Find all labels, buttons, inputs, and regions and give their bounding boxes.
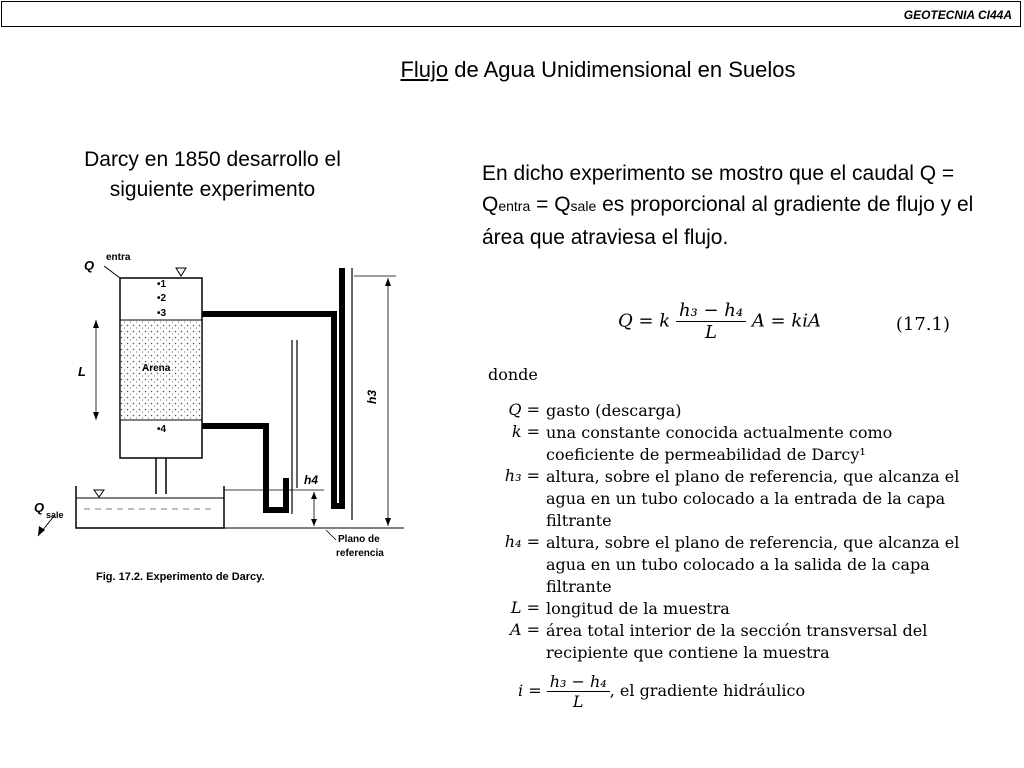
- inflow-arrow: [104, 266, 120, 278]
- outlet-pipe: [156, 458, 166, 494]
- para-part-3: es proporcional al gradiente de flujo y el área que atraviesa el flujo.: [482, 193, 974, 249]
- def-symbol: Q =: [508, 400, 540, 419]
- arena-label: Arena: [142, 363, 171, 374]
- def-text: altura, sobre el plano de referencia, que alcanza el agua en un tubo colocado a la salida de la capa filtrante: [546, 533, 960, 596]
- arrow-head-icon: [93, 320, 99, 328]
- arrow-head-icon: [311, 492, 317, 499]
- intro-text: [40, 145, 385, 205]
- explanation-paragraph: [482, 158, 1002, 253]
- h4-label: h4: [304, 473, 319, 487]
- gradient-lhs: i =: [518, 681, 542, 700]
- gradient-fraction: [547, 672, 610, 711]
- point-3-label: •3: [157, 308, 167, 319]
- arrow-head-icon: [311, 519, 317, 526]
- q-out-label: Q: [34, 500, 45, 515]
- def-symbol: h₄ =: [504, 532, 540, 551]
- arrow-head-icon: [93, 412, 99, 420]
- arrow-head-icon: [385, 518, 391, 526]
- gradient-numerator: h₃ − h₄: [547, 672, 610, 692]
- title-underlined-word: Flujo: [400, 57, 449, 82]
- gradient-text: , el gradiente hidráulico: [609, 681, 806, 700]
- def-item-h4: [488, 532, 968, 598]
- darcy-equation: [618, 300, 958, 356]
- eq-rhs: A = kiA: [751, 310, 822, 332]
- course-code: GEOTECNIA CI44A: [903, 8, 1012, 22]
- darcy-apparatus-diagram: [24, 228, 404, 590]
- outlet-tank: [76, 486, 224, 528]
- def-text: área total interior de la sección transversal del recipiente que contiene la muestra: [546, 621, 928, 662]
- intro-line-1: Darcy en 1850 desarrollo el: [84, 148, 341, 171]
- def-item-h3: [488, 466, 968, 532]
- referencia-label: referencia: [336, 548, 384, 559]
- def-text: una constante conocida actualmente como coeficiente de permeabilidad de Darcy¹: [546, 423, 893, 464]
- entra-label: entra: [106, 252, 131, 263]
- definitions-list: [488, 365, 968, 711]
- arrow-head-icon: [38, 526, 45, 536]
- para-sub-sale: sale: [570, 198, 597, 214]
- eq-lhs: Q = k: [618, 310, 671, 332]
- figure-caption: Fig. 17.2. Experimento de Darcy.: [96, 571, 265, 583]
- sale-label: sale: [46, 510, 64, 520]
- l-label: L: [78, 364, 86, 379]
- water-level-icon: [176, 268, 186, 276]
- def-text: longitud de la muestra: [546, 599, 730, 618]
- eq-numerator: h₃ − h₄: [676, 300, 746, 322]
- eq-denominator: L: [705, 322, 717, 343]
- plano-pointer: [326, 530, 336, 540]
- tank-water-level-icon: [94, 490, 104, 497]
- def-item-l: [488, 598, 968, 620]
- defs-intro: donde: [488, 365, 538, 384]
- para-part-2: = Q: [530, 193, 571, 216]
- eq-fraction: [676, 300, 746, 343]
- def-symbol: h₃ =: [504, 466, 540, 485]
- header-bar: [1, 1, 1021, 27]
- para-part-1: En dicho experimento se mostro que el caudal Q = Q: [482, 162, 955, 216]
- plano-label: Plano de: [338, 534, 380, 545]
- def-item-q: [488, 400, 968, 422]
- title-rest: de Agua Unidimensional en Suelos: [448, 57, 796, 82]
- gradient-denominator: L: [572, 692, 584, 711]
- eq-number: (17.1): [895, 314, 950, 335]
- def-symbol: k =: [511, 422, 540, 441]
- def-text: gasto (descarga): [546, 401, 682, 420]
- intro-line-2: siguiente experimento: [109, 178, 316, 201]
- def-item-a: [488, 620, 968, 664]
- inlet-piezometer-tube: [202, 268, 342, 506]
- gradient-definition: [488, 672, 968, 711]
- point-1-label: •1: [157, 279, 167, 290]
- para-sub-entra: entra: [498, 198, 531, 214]
- point-2-label: •2: [157, 293, 167, 304]
- q-in-label: Q: [84, 258, 95, 273]
- point-4-label: •4: [157, 424, 167, 435]
- outlet-piezometer-tube: [202, 426, 286, 510]
- def-symbol: L =: [510, 598, 540, 617]
- def-symbol: A =: [509, 620, 540, 639]
- h3-label: h3: [365, 389, 379, 404]
- page-title: [86, 57, 1024, 83]
- def-item-k: [488, 422, 968, 466]
- def-text: altura, sobre el plano de referencia, que alcanza el agua en un tubo colocado a la entrada de la capa filtrante: [546, 467, 960, 530]
- arrow-head-icon: [385, 278, 391, 286]
